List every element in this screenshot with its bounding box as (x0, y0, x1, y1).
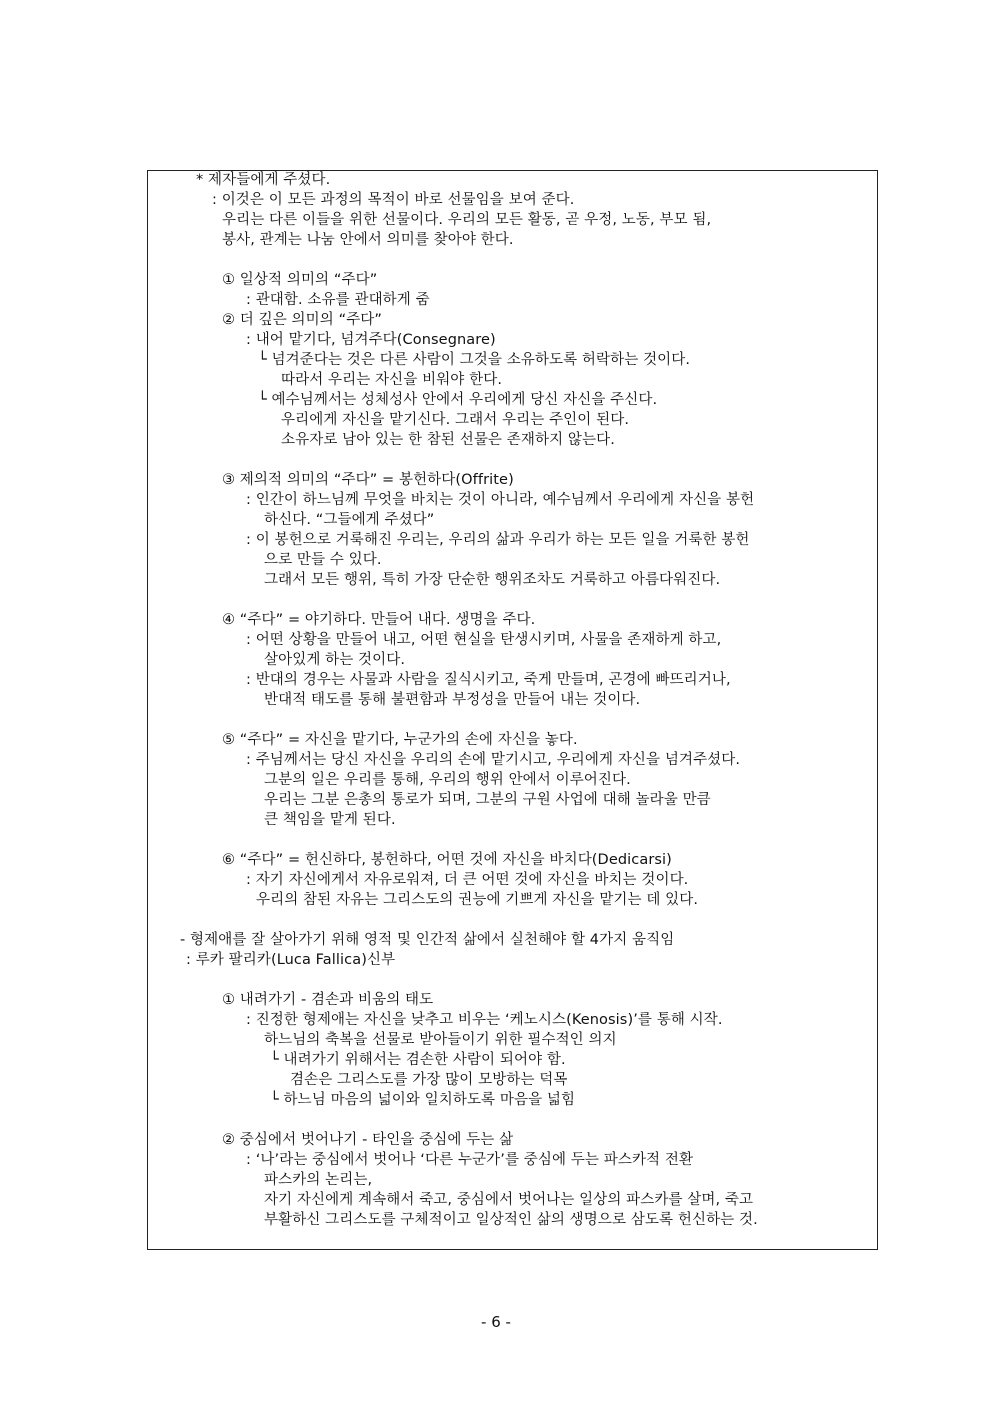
text-line: 큰 책임을 맡게 된다. (264, 812, 396, 828)
text-line: 하신다. “그들에게 주셨다” (264, 512, 435, 528)
text-line: - 형제애를 잘 살아가기 위해 영적 및 인간적 삶에서 실천해야 할 4가지 움직임 (180, 932, 675, 948)
text-line: 우리의 참된 자유는 그리스도의 권능에 기쁘게 자신을 맡기는 데 있다. (256, 892, 699, 908)
text-line: 부활하신 그리스도를 구체적이고 일상적인 삶의 생명으로 삼도록 헌신하는 것. (264, 1212, 758, 1228)
text-line: : ‘나’라는 중심에서 벗어나 ‘다른 누군가’를 중심에 두는 파스카적 전환 (246, 1152, 694, 1168)
text-line: : 진정한 형제애는 자신을 낮추고 비우는 ‘케노시스(Kenosis)’를 통해 시작. (246, 1012, 723, 1028)
text-line: ⑤ “주다” = 자신을 맡기다, 누군가의 손에 자신을 놓다. (222, 732, 578, 748)
text-line: └ 하느님 마음의 넓이와 일치하도록 마음을 넓힘 (270, 1092, 576, 1108)
text-line: 하느님의 축복을 선물로 받아들이기 위한 필수적인 의지 (264, 1032, 617, 1048)
text-line: ⑥ “주다” = 헌신하다, 봉헌하다, 어떤 것에 자신을 바치다(Dedicarsi) (222, 852, 672, 868)
text-line: 자기 자신에게 계속해서 죽고, 중심에서 벗어나는 일상의 파스카를 살며, 죽고 (264, 1192, 754, 1208)
text-line: 그분의 일은 우리를 통해, 우리의 행위 안에서 이루어진다. (264, 772, 631, 788)
text-line: : 루카 팔리카(Luca Fallica)신부 (186, 952, 396, 968)
text-line: 으로 만들 수 있다. (264, 552, 382, 568)
text-line: └ 넘겨준다는 것은 다른 사람이 그것을 소유하도록 허락하는 것이다. (258, 352, 691, 368)
text-line: └ 내려가기 위해서는 겸손한 사람이 되어야 함. (270, 1052, 566, 1068)
text-line: 반대적 태도를 통해 불편함과 부정성을 만들어 내는 것이다. (264, 692, 641, 708)
text-line: 따라서 우리는 자신을 비워야 한다. (281, 372, 503, 388)
text-line: 그래서 모든 행위, 특히 가장 단순한 행위조차도 거룩하고 아름다워진다. (264, 572, 721, 588)
text-line: ③ 제의적 의미의 “주다” = 봉헌하다(Offrite) (222, 472, 514, 488)
text-line: ① 일상적 의미의 “주다” (222, 272, 378, 288)
text-line: : 인간이 하느님께 무엇을 바치는 것이 아니라, 예수님께서 우리에게 자신을 봉헌 (246, 492, 755, 508)
text-line: ① 내려가기 - 겸손과 비움의 태도 (222, 992, 434, 1008)
text-line: 소유자로 남아 있는 한 참된 선물은 존재하지 않는다. (281, 432, 615, 448)
text-line: 우리에게 자신을 맡기신다. 그래서 우리는 주인이 된다. (281, 412, 630, 428)
text-line: 우리는 다른 이들을 위한 선물이다. 우리의 모든 활동, 곧 우정, 노동, 부모 됨, (222, 212, 712, 228)
text-line: 살아있게 하는 것이다. (264, 652, 406, 668)
text-line: : 자기 자신에게서 자유로워져, 더 큰 어떤 것에 자신을 바치는 것이다. (246, 872, 689, 888)
text-line: ④ “주다” = 야기하다. 만들어 내다. 생명을 주다. (222, 612, 536, 628)
text-line: : 어떤 상황을 만들어 내고, 어떤 현실을 탄생시키며, 사물을 존재하게 하고, (246, 632, 722, 648)
text-line: 봉사, 관계는 나눔 안에서 의미를 찾아야 한다. (222, 232, 514, 248)
text-line: : 이 봉헌으로 거룩해진 우리는, 우리의 삶과 우리가 하는 모든 일을 거룩한 봉헌 (246, 532, 750, 548)
text-line: ② 더 깊은 의미의 “주다” (222, 312, 383, 328)
text-line: * 제자들에게 주셨다. (196, 172, 331, 188)
text-line: : 관대함. 소유를 관대하게 줌 (246, 292, 430, 308)
text-line: ② 중심에서 벗어나기 - 타인을 중심에 두는 삶 (222, 1132, 514, 1148)
text-line: : 내어 맡기다, 넘겨주다(Consegnare) (246, 332, 496, 348)
text-line: 파스카의 논리는, (264, 1172, 373, 1188)
text-line: 우리는 그분 은총의 통로가 되며, 그분의 구원 사업에 대해 놀라울 만큼 (264, 792, 711, 808)
text-line: : 주님께서는 당신 자신을 우리의 손에 맡기시고, 우리에게 자신을 넘겨주셨다. (246, 752, 741, 768)
page-number: - 6 - (481, 1313, 511, 1331)
text-line: : 이것은 이 모든 과정의 목적이 바로 선물임을 보여 준다. (212, 192, 575, 208)
text-line: └ 예수님께서는 성체성사 안에서 우리에게 당신 자신을 주신다. (258, 392, 658, 408)
text-line: 겸손은 그리스도를 가장 많이 모방하는 덕목 (290, 1072, 568, 1088)
text-line: : 반대의 경우는 사물과 사람을 질식시키고, 죽게 만들며, 곤경에 빠뜨리거나, (246, 672, 731, 688)
